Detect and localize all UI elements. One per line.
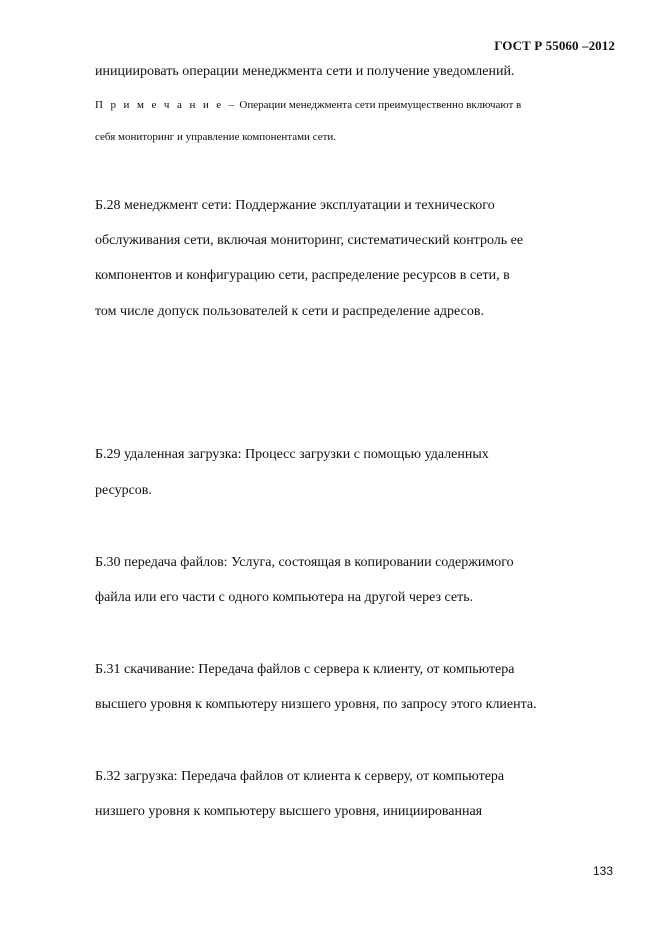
term-b31-line-2: высшего уровня к компьютеру низшего уровня, по запросу этого клиента. (95, 697, 537, 712)
term-b29-line-1: Б.29 удаленная загрузка: Процесс загрузки с помощью удаленных (95, 447, 489, 462)
page-number: 133 (592, 864, 613, 878)
term-b28-line-2: обслуживания сети, включая мониторинг, систематический контроль ее (95, 233, 524, 248)
note-text: Операции менеджмента сети преимущественно включают в (236, 99, 522, 111)
term-b29-line-2: ресурсов. (95, 483, 152, 498)
note-line-2: себя мониторинг и управление компонентами сети. (95, 131, 337, 143)
note-label: П р и м е ч а н и е – (95, 99, 237, 111)
intro-text-line: инициировать операции менеджмента сети и получение уведомлений. (95, 64, 515, 79)
term-b32-line-2: низшего уровня к компьютеру высшего уровня, инициированная (95, 804, 483, 819)
term-b28-line-3: компонентов и конфигурацию сети, распределение ресурсов в сети, в (95, 268, 510, 283)
note-line-1 (95, 99, 521, 111)
term-b30-line-1: Б.30 передача файлов: Услуга, состоящая в копировании содержимого (95, 555, 514, 570)
term-b28-line-1: Б.28 менеджмент сети: Поддержание эксплуатации и технического (95, 198, 495, 213)
document-standard-id: ГОСТ Р 55060 –2012 (494, 38, 615, 53)
term-b32-line-1: Б.32 загрузка: Передача файлов от клиента к серверу, от компьютера (95, 769, 505, 784)
term-b28-line-4: том числе допуск пользователей к сети и распределение адресов. (95, 304, 484, 319)
term-b30-line-2: файла или его части с одного компьютера на другой через сеть. (95, 590, 474, 605)
term-b31-line-1: Б.31 скачивание: Передача файлов с сервера к клиенту, от компьютера (95, 662, 515, 677)
